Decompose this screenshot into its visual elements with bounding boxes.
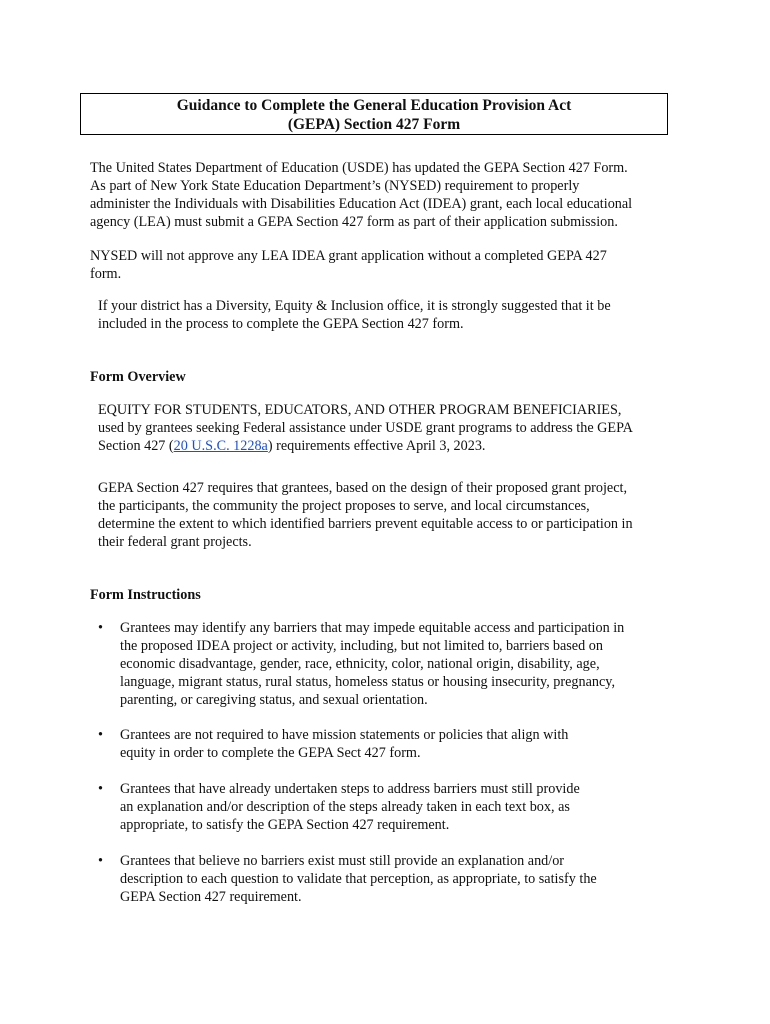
text-line: economic disadvantage, gender, race, ethnicity, color, national origin, disability, age, xyxy=(120,656,600,672)
text-line: As part of New York State Education Department’s (NYSED) requirement to properly xyxy=(90,178,580,194)
text-line: Grantees may identify any barriers that may impede equitable access and participation in xyxy=(120,620,625,636)
text-line: The United States Department of Education (USDE) has updated the GEPA Section 427 Form. xyxy=(90,160,628,176)
text-line: an explanation and/or description of the steps already taken in each text box, as xyxy=(120,799,570,815)
intro-paragraph-dei xyxy=(98,297,678,333)
text-line: parenting, or caregiving status, and sexual orientation. xyxy=(120,692,428,708)
bullet-icon: • xyxy=(98,727,103,743)
text-line: description to each question to validate that perception, as appropriate, to satisfy the xyxy=(120,871,597,887)
text-line: determine the extent to which identified barriers prevent equitable access to or participation in xyxy=(98,516,633,532)
text-line: agency (LEA) must submit a GEPA Section 427 form as part of their application submission. xyxy=(90,214,618,230)
intro-paragraph-nysed xyxy=(90,247,680,283)
text-line: GEPA Section 427 requirement. xyxy=(120,889,302,905)
text-line: the proposed IDEA project or activity, including, but not limited to, barriers based on xyxy=(120,638,603,654)
title-line-1: Guidance to Complete the General Education Provision Act xyxy=(176,97,572,114)
text-line: Grantees are not required to have mission statements or policies that align with xyxy=(120,727,569,743)
text-line: their federal grant projects. xyxy=(98,534,252,550)
overview-paragraph-gepa xyxy=(98,479,680,551)
text-line: equity in order to complete the GEPA Sect 427 form. xyxy=(120,745,421,761)
bullet-text xyxy=(120,852,680,906)
bullet-icon: • xyxy=(98,781,103,797)
form-instructions-heading: Form Instructions xyxy=(90,587,201,603)
text-line: NYSED will not approve any LEA IDEA grant application without a completed GEPA 427 xyxy=(90,248,607,264)
text-segment: Section 427 ( xyxy=(98,438,174,454)
text-line xyxy=(98,437,680,455)
bullet-icon: • xyxy=(98,620,103,636)
bullet-text xyxy=(120,726,680,762)
text-line: used by grantees seeking Federal assistance under USDE grant programs to address the GEPA xyxy=(98,420,633,436)
text-line: Grantees that have already undertaken steps to address barriers must still provide xyxy=(120,781,580,797)
bullet-text xyxy=(120,619,680,709)
text-line: EQUITY FOR STUDENTS, EDUCATORS, AND OTHER PROGRAM BENEFICIARIES, xyxy=(98,402,622,418)
title-box xyxy=(80,93,668,135)
text-line: included in the process to complete the GEPA Section 427 form. xyxy=(98,316,464,332)
usc-1228a-link[interactable]: 20 U.S.C. 1228a xyxy=(173,438,268,454)
text-line: administer the Individuals with Disabilities Education Act (IDEA) grant, each local educational xyxy=(90,196,633,212)
bullet-icon: • xyxy=(98,853,103,869)
text-line: the participants, the community the project proposes to serve, and local circumstances, xyxy=(98,498,590,514)
text-line: language, migrant status, rural status, homeless status or housing insecurity, pregnancy, xyxy=(120,674,616,690)
text-segment: ) requirements effective April 3, 2023. xyxy=(267,438,486,454)
bullet-text xyxy=(120,780,680,834)
text-line: Grantees that believe no barriers exist must still provide an explanation and/or xyxy=(120,853,565,869)
text-line: appropriate, to satisfy the GEPA Section 427 requirement. xyxy=(120,817,450,833)
form-overview-heading: Form Overview xyxy=(90,369,186,385)
overview-paragraph-equity xyxy=(98,401,680,455)
text-line: form. xyxy=(90,266,122,282)
title-line-2: (GEPA) Section 427 Form xyxy=(287,116,461,133)
text-line: If your district has a Diversity, Equity & Inclusion office, it is strongly suggested that it be xyxy=(98,298,611,314)
intro-paragraph-usde xyxy=(90,159,680,231)
text-line: GEPA Section 427 requires that grantees, based on the design of their proposed grant project, xyxy=(98,480,628,496)
